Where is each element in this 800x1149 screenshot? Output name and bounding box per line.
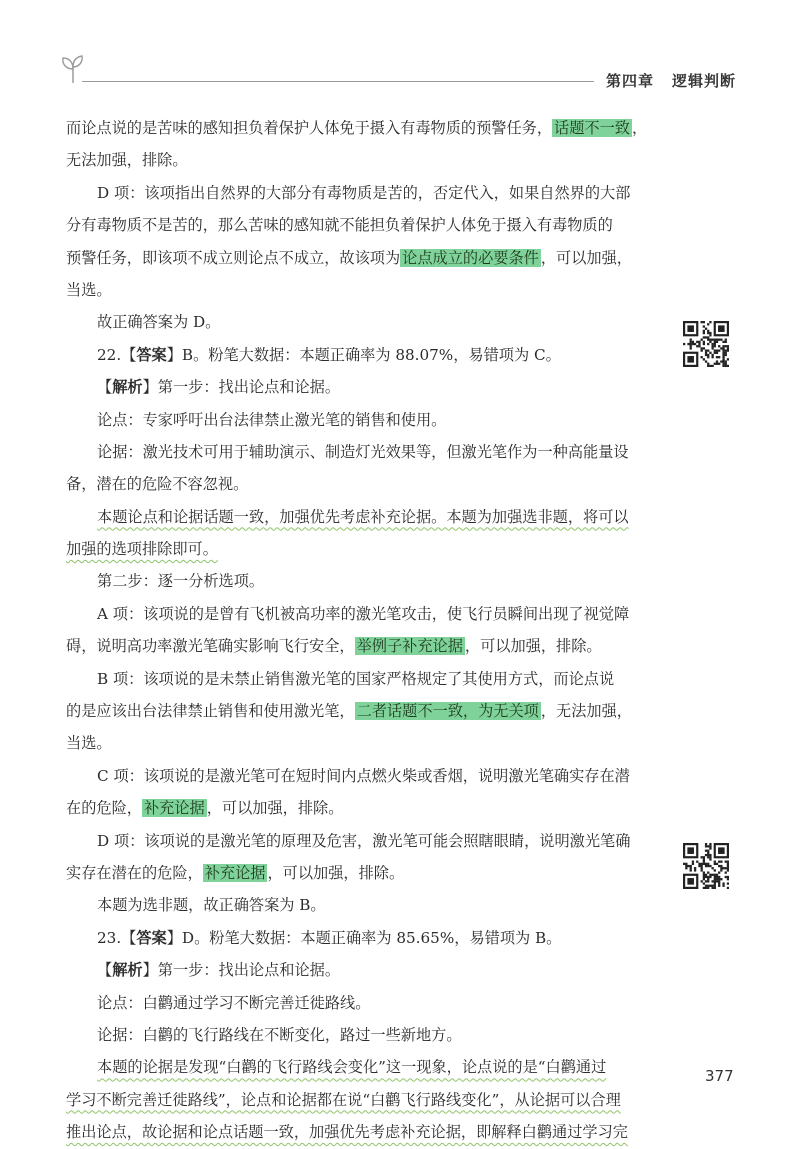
text-span: 第二步：逐一分析选项。 — [97, 572, 265, 591]
page-body — [66, 112, 660, 1149]
header-rule — [82, 81, 594, 82]
page-header — [0, 0, 800, 100]
text-line — [66, 792, 660, 824]
text-span: 】D。粉笔大数据：本题正确率为 85.65%，易错项为 B。 — [166, 928, 562, 947]
text-span: ，可以加强，排除。 — [267, 863, 405, 882]
text-line — [66, 404, 660, 436]
text-line — [66, 468, 660, 500]
text-line — [66, 1084, 660, 1116]
text-line — [66, 857, 660, 889]
text-line — [66, 533, 660, 565]
text-line — [66, 598, 660, 630]
highlighted-phrase: 二者话题不一致，为无关项 — [356, 702, 539, 721]
wavy-underlined-text: 学习不断完善迁徙路线”，论点和论据都在说“白鹳飞行路线变化”，从论据可以合理 — [66, 1090, 621, 1109]
wavy-underlined-text: 本题论点和论据话题一致，加强优先考虑补充论据。本题为加强选非题，将可以 — [97, 507, 629, 526]
label-bold: 解析 — [112, 378, 143, 397]
qr-code-icon — [683, 321, 729, 367]
text-line — [66, 306, 660, 338]
text-line — [66, 1051, 660, 1083]
text-span: 论点：白鹳通过学习不断完善迁徙路线。 — [97, 993, 371, 1012]
text-line — [66, 695, 660, 727]
text-line — [66, 1019, 660, 1051]
text-span: 22.【 — [97, 345, 137, 364]
highlighted-phrase: 话题不一致 — [554, 119, 630, 137]
text-line — [66, 177, 660, 209]
text-line — [66, 112, 660, 144]
chapter-title — [606, 70, 736, 91]
text-span: D 项：该项指出自然界的大部分有毒物质是苦的，否定代入，如果自然界的大部 — [97, 183, 631, 202]
text-line — [66, 727, 660, 759]
highlighted-phrase: 补充论据 — [143, 799, 205, 818]
text-span: 的是应该出台法律禁止销售和使用激光笔， — [66, 702, 355, 721]
highlighted-phrase: 论点成立的必要条件 — [402, 248, 539, 267]
label-bold: 答案 — [136, 345, 167, 364]
text-span: 无法加强，排除。 — [66, 151, 188, 170]
highlighted-phrase: 举例子补充论据 — [356, 637, 463, 656]
text-line — [66, 825, 660, 857]
text-span: 论点：专家呼吁出台法律禁止激光笔的销售和使用。 — [97, 410, 447, 429]
text-line — [66, 760, 660, 792]
text-line — [66, 209, 660, 241]
text-span: 分有毒物质不是苦的，那么苦味的感知就不能担负着保护人体免于摄入有毒物质的 — [66, 216, 613, 235]
text-span: 】第一步：找出论点和论据。 — [142, 378, 340, 397]
text-span: 碍，说明高功率激光笔确实影响飞行安全， — [66, 637, 355, 656]
text-line — [66, 501, 660, 533]
wavy-underlined-text: 本题的论据是发现“白鹳的飞行路线会变化”这一现象，论点说的是“白鹳通过 — [97, 1058, 607, 1077]
text-span: 而论点说的是苦味的感知担负着保护人体免于摄入有毒物质的预警任务， — [66, 119, 552, 137]
text-line — [66, 630, 660, 662]
qr-code-icon — [683, 843, 729, 889]
text-span: D 项：该项说的是激光笔的原理及危害，激光笔可能会照瞎眼睛，说明激光笔确 — [97, 831, 631, 850]
text-span: 备，潜在的危险不容忽视。 — [66, 475, 249, 494]
text-span: 论据：激光技术可用于辅助演示、制造灯光效果等，但激光笔作为一种高能量设 — [97, 442, 629, 461]
text-span: 故正确答案为 D。 — [97, 313, 221, 332]
text-span: A 项：该项说的是曾有飞机被高功率的激光笔攻击，使飞行员瞬间出现了视觉障 — [97, 604, 630, 623]
text-line — [66, 274, 660, 306]
chapter-number: 第四章 — [606, 72, 655, 90]
text-line — [66, 144, 660, 176]
text-line — [66, 371, 660, 403]
section-title: 逻辑判断 — [672, 72, 737, 90]
text-line — [66, 922, 660, 954]
text-line — [66, 565, 660, 597]
wavy-underlined-text: 加强的选项排除即可。 — [66, 540, 218, 559]
text-line — [66, 436, 660, 468]
text-span: 本题为选非题，故正确答案为 B。 — [97, 896, 326, 915]
text-span: ，可以加强，排除。 — [206, 799, 344, 818]
text-line — [66, 987, 660, 1019]
text-span: 23.【 — [97, 928, 137, 947]
highlighted-phrase: 补充论据 — [204, 863, 266, 882]
label-bold: 答案 — [136, 928, 167, 947]
text-span: ，可以加强， — [540, 248, 632, 267]
text-span: ，可以加强，排除。 — [464, 637, 602, 656]
text-span: 【 — [97, 961, 113, 980]
text-span: 当选。 — [66, 280, 112, 299]
label-bold: 解析 — [112, 961, 143, 980]
text-line — [66, 889, 660, 921]
text-span: ，无法加强， — [540, 702, 632, 721]
text-span: 预警任务，即该项不成立则论点不成立，故该项为 — [66, 248, 401, 267]
text-span: 】第一步：找出论点和论据。 — [142, 961, 340, 980]
page-number: 377 — [705, 1067, 734, 1085]
text-span: 】B。粉笔大数据：本题正确率为 88.07%，易错项为 C。 — [166, 345, 561, 364]
text-span: ， — [631, 119, 648, 137]
text-line — [66, 242, 660, 274]
wavy-underlined-text: 推出论点，故论据和论点话题一致，加强优先考虑补充论据，即解释白鹳通过学习完 — [66, 1123, 628, 1142]
text-span: C 项：该项说的是激光笔可在短时间内点燃火柴或香烟，说明激光笔确实存在潜 — [97, 766, 630, 785]
text-span: 在的危险， — [66, 799, 142, 818]
text-span: B 项：该项说的是未禁止销售激光笔的国家严格规定了其使用方式，而论点说 — [97, 669, 615, 688]
text-line — [66, 663, 660, 695]
sprout-icon — [58, 52, 88, 84]
text-line — [66, 1116, 660, 1148]
text-line — [66, 339, 660, 371]
text-span: 当选。 — [66, 734, 112, 753]
text-span: 【 — [97, 378, 113, 397]
text-line — [66, 954, 660, 986]
text-span: 论据：白鹳的飞行路线在不断变化，路过一些新地方。 — [97, 1025, 462, 1044]
text-span: 实存在潜在的危险， — [66, 863, 203, 882]
